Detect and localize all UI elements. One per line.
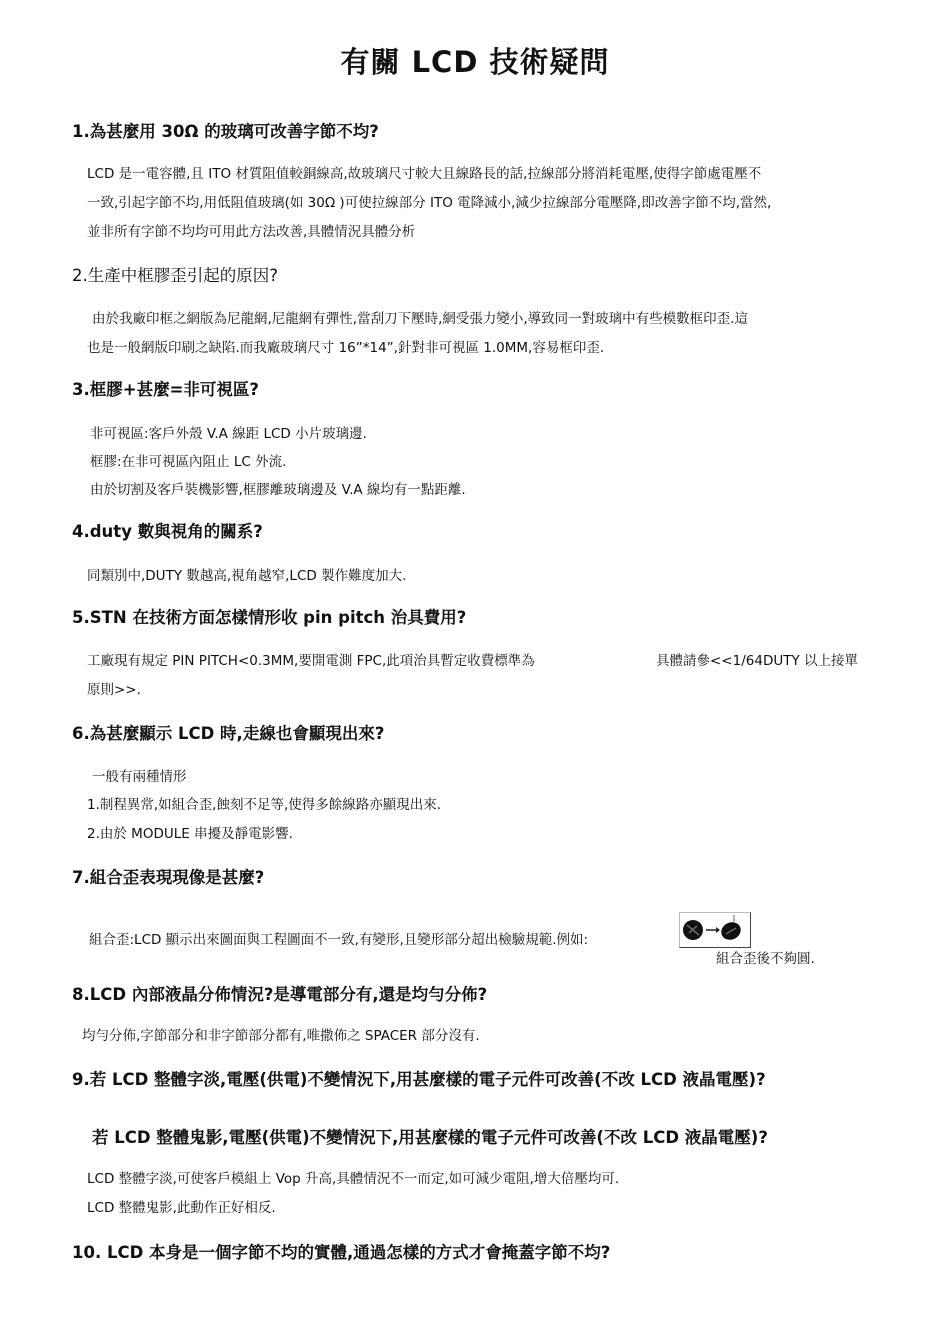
answer-9-line-1: LCD 整體字淡,可使客戶模組上 Vop 升高,具體情況不一而定,如可減少電阻,增大倍壓均可. [87, 1171, 620, 1187]
answer-2-line-1: 由於我廠印框之網版為尼龍網,尼龍網有彈性,當刮刀下壓時,網受張力變小,導致同一對玻璃中有些模數框印歪.這 [92, 311, 748, 327]
answer-8-line-1: 均勻分佈,字節部分和非字節部分都有,唯撒佈之 SPACER 部分沒有. [82, 1028, 480, 1044]
distortion-example-graphic [680, 913, 750, 947]
answer-5-line-1: 工廠現有規定 PIN PITCH<0.3MM,要開電測 FPC,此項治具暫定收費標準為 [87, 653, 535, 669]
question-7-heading: 7.組合歪表現現像是甚麼? [72, 868, 265, 887]
question-1-heading: 1.為甚麼用 30Ω 的玻璃可改善字節不均? [72, 122, 379, 141]
answer-4-line-1: 同類別中,DUTY 數越高,視角越窄,LCD 製作難度加大. [87, 568, 407, 584]
answer-2-line-2: 也是一般網版印刷之缺陷.而我廠玻璃尺寸 16”*14”,針對非可視區 1.0MM,容易框印歪. [87, 340, 605, 356]
document-title: 有關 LCD 技術疑問 [340, 45, 610, 79]
answer-1-line-2: 一致,引起字節不均,用低阻值玻璃(如 30Ω )可使拉線部分 ITO 電降減小,減少拉線部分電壓降,即改善字節不均,當然, [87, 195, 772, 211]
answer-6-line-3: 2.由於 MODULE 串擾及靜電影響. [87, 826, 293, 842]
figure-caption: 組合歪後不夠圓. [716, 951, 815, 967]
question-4-heading: 4.duty 數與視角的關系? [72, 522, 263, 541]
question-9-heading-2: 若 LCD 整體鬼影,電壓(供電)不變情況下,用甚麼樣的電子元件可改善(不改 LCD 液晶電壓)? [92, 1128, 768, 1147]
answer-3-line-1: 非可視區:客戶外殼 V.A 線距 LCD 小片玻璃邊. [90, 426, 367, 442]
question-8-heading: 8.LCD 內部液晶分佈情況?是導電部分有,還是均勻分佈? [72, 985, 488, 1004]
answer-5-line-2: 原則>>. [87, 682, 141, 698]
answer-5-line-1-right: 具體請參<<1/64DUTY 以上接單 [656, 653, 858, 669]
question-5-heading: 5.STN 在技術方面怎樣情形收 pin pitch 治具費用? [72, 608, 467, 627]
distortion-example-figure [679, 912, 751, 948]
answer-7-line-1: 組合歪:LCD 顯示出來圖面與工程圖面不一致,有變形,且變形部分超出檢驗規範.例如: [89, 932, 589, 948]
question-3-heading: 3.框膠+甚麼=非可視區? [72, 380, 259, 399]
question-9-heading: 9.若 LCD 整體字淡,電壓(供電)不變情況下,用甚麼樣的電子元件可改善(不改 LCD 液晶電壓)? [72, 1070, 766, 1089]
question-6-heading: 6.為甚麼顯示 LCD 時,走線也會顯現出來? [72, 724, 385, 743]
answer-6-line-2: 1.制程異常,如組合歪,蝕刻不足等,使得多餘線路亦顯現出來. [87, 797, 442, 813]
question-10-heading: 10. LCD 本身是一個字節不均的實體,通過怎樣的方式才會掩蓋字節不均? [72, 1243, 611, 1262]
answer-9-line-2: LCD 整體鬼影,此動作正好相反. [87, 1200, 276, 1216]
question-2-heading: 2.生產中框膠歪引起的原因? [72, 266, 279, 285]
answer-1-line-1: LCD 是一電容體,且 ITO 材質阻值較銅線高,故玻璃尺寸較大且線路長的話,拉線部分將消耗電壓,使得字節處電壓不 [87, 166, 762, 182]
answer-6-line-1: 一般有兩種情形 [92, 769, 187, 785]
answer-3-line-3: 由於切割及客戶裝機影響,框膠離玻璃邊及 V.A 線均有一點距離. [90, 482, 466, 498]
answer-3-line-2: 框膠:在非可視區內阻止 LC 外流. [90, 454, 287, 470]
answer-1-line-3: 並非所有字節不均均可用此方法改善,具體情況具體分析 [87, 224, 416, 240]
